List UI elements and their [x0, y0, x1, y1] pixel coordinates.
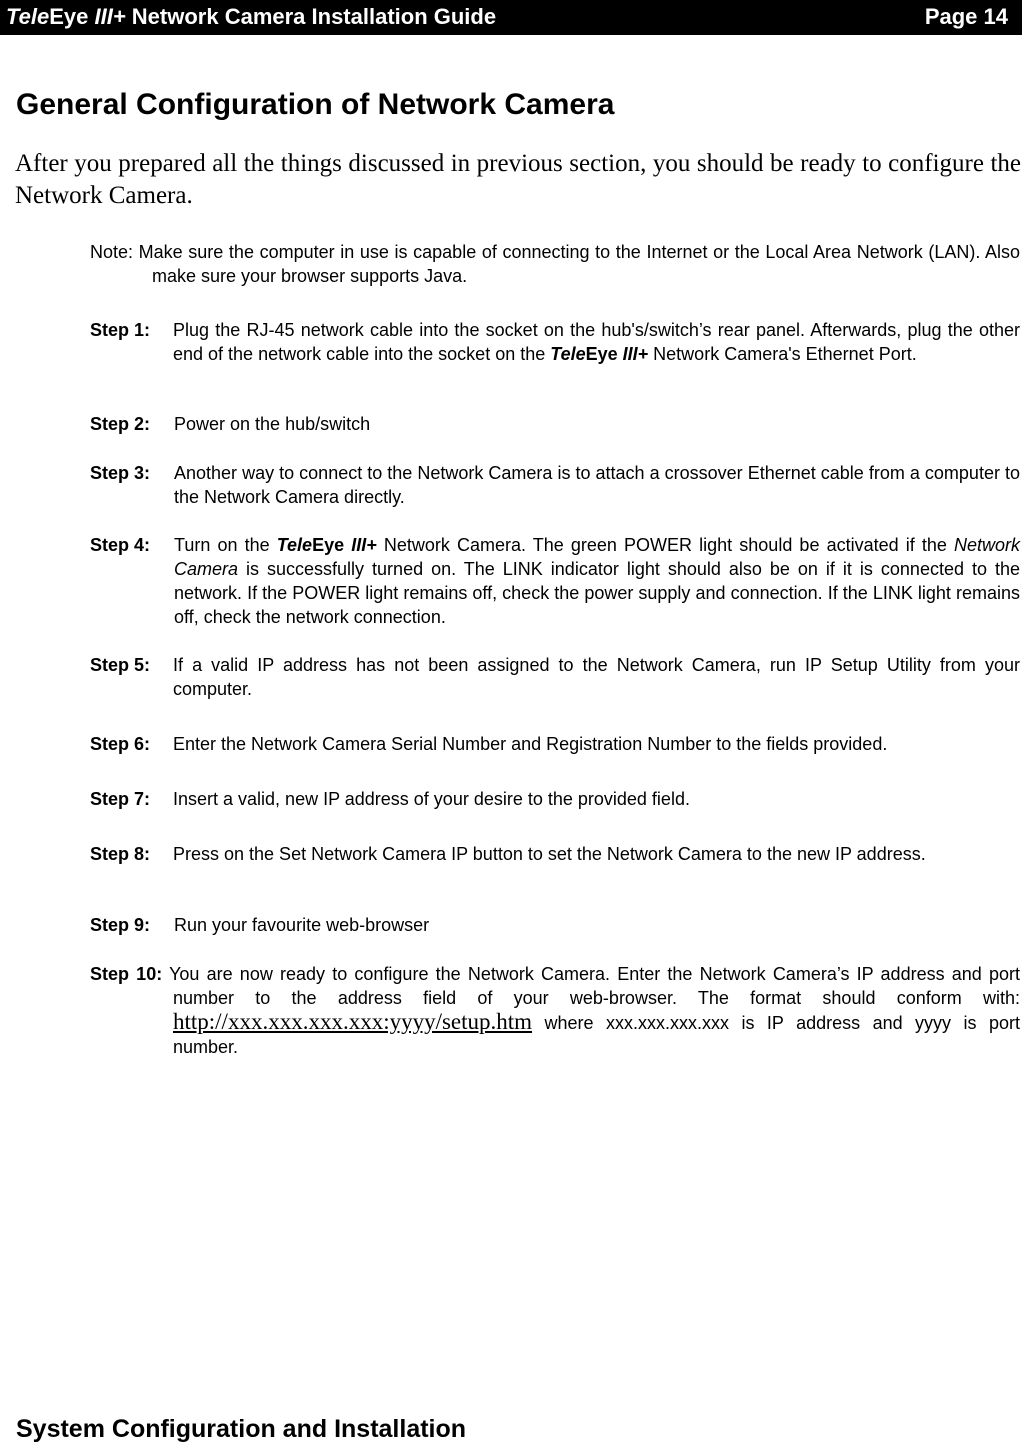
product-model: III+	[351, 535, 377, 555]
step-text: Insert a valid, new IP address of your desire to the provided field.	[173, 789, 690, 809]
brand-tele: Tele	[6, 4, 50, 29]
header-title	[6, 4, 496, 30]
step-text: Run your favourite web-browser	[174, 915, 430, 935]
brand-eye: Eye	[49, 4, 95, 29]
step-1	[90, 318, 1020, 366]
step-8	[90, 842, 1020, 866]
intro-paragraph: After you prepared all the things discussed in previous section, you should be ready to configure the Network Camera.	[15, 150, 1021, 209]
step-text: Power on the hub/switch	[174, 414, 371, 434]
section-title: General Configuration of Network Camera	[16, 88, 615, 121]
header-edge-divider	[1020, 0, 1022, 34]
step-text: Another way to connect to the Network Camera is to attach a crossover Ethernet cable from a computer to the Network Camera directly.	[174, 463, 1020, 507]
step-2	[90, 412, 1020, 436]
step-text: Press on the Set Network Camera IP button to set the Network Camera to the new IP address.	[173, 844, 926, 864]
product-eye: Eye	[312, 535, 345, 555]
step-text-part: Plug the RJ-45 network cable into the socket on the hub's/switch’s rear panel. Afterwards, plug the other end of the network cable into the socket on the	[173, 320, 1020, 364]
step-text-part: is successfully turned on. The LINK indicator light should also be on if it is connected to the network. If the POWER light remains off, check the power supply and connection. If the LINK light remains off, check the network connection.	[174, 559, 1020, 627]
product-model: III+	[622, 344, 649, 364]
product-tele: Tele	[550, 344, 586, 364]
step-label: Step 3:	[90, 463, 151, 483]
step-5	[90, 653, 1020, 701]
step-text-part: You are now ready to configure the Network Camera. Enter the Network Camera’s IP address and port number to the address field of your web-browser. The format should conform with:	[169, 964, 1020, 1008]
page-header	[0, 0, 1020, 34]
step-7	[90, 787, 1020, 811]
step-label: Step 7:	[90, 789, 151, 809]
step-10	[90, 962, 1020, 1059]
step-text-part: Turn on the	[174, 535, 277, 555]
step-3	[90, 461, 1020, 509]
header-title-rest: Network Camera Installation Guide	[125, 4, 497, 29]
step-4	[90, 533, 1020, 629]
note-paragraph: Note: Make sure the computer in use is capable of connecting to the Internet or the Local Area Network (LAN). Also make sure your browser supports Java.	[90, 242, 1020, 286]
step-label: Step 5:	[90, 655, 151, 675]
step-label: Step 6:	[90, 734, 151, 754]
header-rule	[0, 34, 1022, 35]
step-label: Step 9:	[90, 915, 151, 935]
product-name	[277, 535, 377, 555]
step-label: Step 10:	[90, 964, 163, 984]
step-text	[174, 533, 1020, 629]
page-number: Page 14	[924, 4, 1008, 29]
product-tele: Tele	[276, 535, 313, 555]
product-name	[550, 344, 648, 364]
step-label: Step 8:	[90, 844, 151, 864]
step-text-part: where xxx.xxx.xxx.xxx is IP address and yyyy is port number.	[173, 1013, 1020, 1057]
step-text-part: Network Camera's Ethernet Port.	[648, 344, 917, 364]
step-6	[90, 732, 1020, 756]
step-label: Step 2:	[90, 414, 151, 434]
brand-model: III+	[94, 4, 126, 29]
step-text-emphasis: Network Camera	[174, 535, 1020, 579]
product-eye: Eye	[585, 344, 618, 364]
step-text	[173, 318, 1020, 366]
step-9	[90, 913, 1020, 937]
page-footer: System Configuration and Installation	[16, 1415, 467, 1443]
step-text: Enter the Network Camera Serial Number and Registration Number to the fields provided.	[173, 734, 888, 754]
step-label: Step 1:	[90, 320, 151, 340]
step-label: Step 4:	[90, 535, 151, 555]
step-text-part: Network Camera. The green POWER light should be activated if the	[376, 535, 954, 555]
step-text: If a valid IP address has not been assigned to the Network Camera, run IP Setup Utility from your computer.	[173, 655, 1020, 699]
setup-url-link[interactable]: http://xxx.xxx.xxx.xxx:yyyy/setup.htm	[173, 1009, 533, 1034]
